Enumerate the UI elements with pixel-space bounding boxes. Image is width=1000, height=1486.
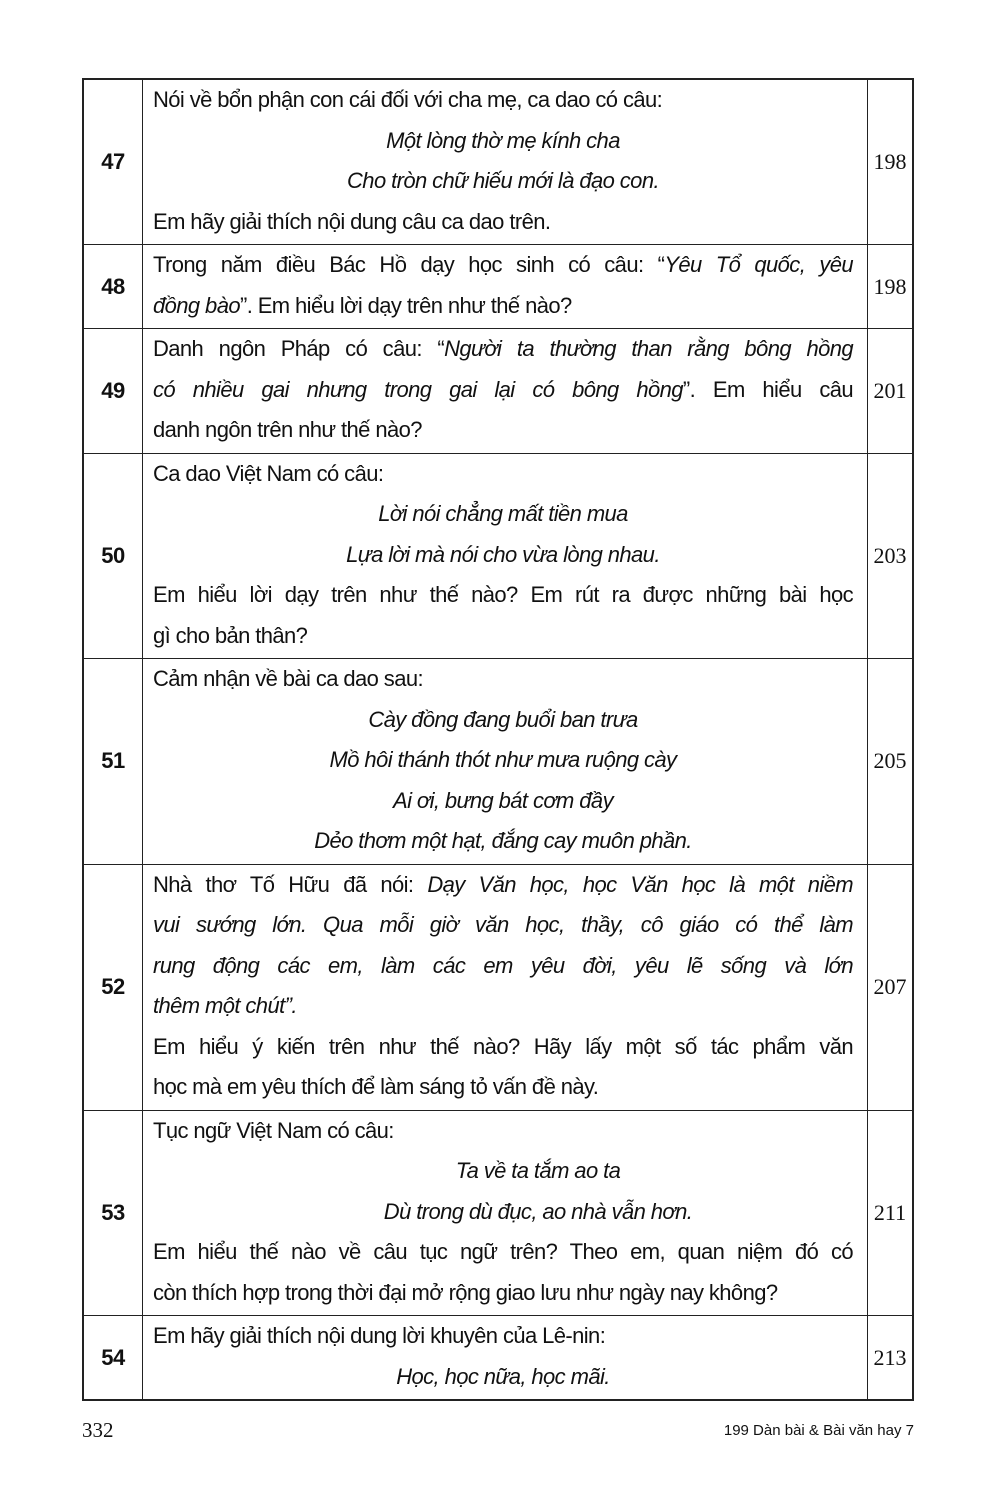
- text: gì cho bản thân?: [153, 622, 308, 648]
- text-line: [153, 1232, 853, 1273]
- topic-content: [143, 329, 868, 453]
- italic-text: vui sướng lớn. Qua mỗi giờ văn học, thầy, cô giáo có thể làm: [153, 912, 853, 937]
- poem-line: [153, 121, 853, 162]
- text-line: [153, 80, 853, 121]
- italic-text: đồng bào: [153, 292, 240, 318]
- page-reference: 211: [873, 1199, 907, 1225]
- text: Trong năm điều Bác Hồ dạy học sinh có câu: “: [153, 252, 665, 277]
- text: Ai ơi, bưng bát cơm đầy: [393, 787, 613, 813]
- text: Lựa lời mà nói cho vừa lòng nhau.: [346, 541, 660, 567]
- text: Một lòng thờ mẹ kính cha: [386, 127, 620, 153]
- topic-number: 53: [84, 1111, 143, 1316]
- page-reference: 201: [873, 377, 907, 403]
- text: Học, học nữa, học mãi.: [396, 1363, 610, 1389]
- topic-number: 52: [84, 865, 143, 1110]
- table-row: [84, 658, 912, 864]
- poem-line: [153, 535, 853, 576]
- topic-content: [143, 659, 868, 864]
- table-row: [84, 244, 912, 328]
- text-line: [153, 245, 853, 286]
- topic-number: 49: [84, 329, 143, 453]
- text: Em hãy giải thích nội dung câu ca dao trên.: [153, 208, 551, 234]
- text: ”. Em hiểu câu: [682, 376, 853, 402]
- italic-text: Người ta thường than rằng bông hồng: [444, 336, 853, 361]
- text: Em hãy giải thích nội dung lời khuyên của Lê-nin:: [153, 1323, 606, 1348]
- table-row: [84, 1110, 912, 1316]
- page-reference: 198: [873, 273, 907, 299]
- page-number: 332: [82, 1418, 114, 1442]
- text: danh ngôn trên như thế nào?: [153, 417, 422, 442]
- text-line: [153, 1273, 853, 1314]
- text: Em hiểu ý kiến trên như thế nào? Hãy lấy một số tác phẩm văn: [153, 1033, 853, 1059]
- italic-text: có nhiều gai nhưng trong gai lại có bông hồng: [153, 376, 683, 402]
- text: Danh ngôn Pháp có câu: “: [153, 336, 445, 361]
- text: Dù trong dù đục, ao nhà vẫn hơn.: [383, 1198, 693, 1224]
- text: Mồ hôi thánh thót như mưa ruộng cày: [329, 747, 677, 772]
- topic-number: 51: [84, 659, 143, 864]
- poem-line: [153, 700, 853, 741]
- poem-line: [153, 781, 853, 822]
- table-row: [84, 864, 912, 1110]
- poem-line: [153, 1192, 853, 1233]
- page-reference: 207: [873, 974, 907, 999]
- italic-text: rung động các em, làm các em yêu đời, yêu lẽ sống và lớn: [153, 952, 853, 978]
- text: Cho tròn chữ hiếu mới là đạo con.: [347, 168, 659, 193]
- text: Cảm nhận về bài ca dao sau:: [153, 666, 423, 691]
- book-title: 199 Dàn bài & Bài văn hay 7: [723, 1422, 914, 1439]
- topic-content: [143, 454, 868, 659]
- poem-line: [153, 494, 853, 535]
- text-line: [153, 946, 853, 987]
- text-line: [153, 1027, 853, 1068]
- text-line: [153, 616, 853, 657]
- text: Cày đồng đang buổi ban trưa: [368, 706, 638, 732]
- page-reference: 198: [873, 149, 907, 174]
- topic-content: [143, 245, 868, 328]
- text: còn thích hợp trong thời đại mở rộng giao lưu như ngày nay không?: [153, 1279, 778, 1305]
- table-row: [84, 80, 912, 244]
- text: Ca dao Việt Nam có câu:: [153, 460, 384, 486]
- text-line: [153, 410, 853, 451]
- topics-table: [82, 78, 914, 1401]
- text: Ta về ta tắm ao ta: [455, 1158, 621, 1183]
- table-row: [84, 1315, 912, 1399]
- poem-line: [153, 1151, 853, 1192]
- page-reference: 203: [873, 542, 907, 568]
- topic-number: 47: [84, 80, 143, 244]
- text: Tục ngữ Việt Nam có câu:: [153, 1117, 394, 1143]
- italic-text: thêm một chút”.: [153, 993, 297, 1018]
- topic-number: 50: [84, 454, 143, 659]
- text-line: [153, 454, 853, 495]
- text-line: [153, 865, 853, 906]
- text: học mà em yêu thích để làm sáng tỏ vấn đề này.: [153, 1074, 599, 1099]
- topic-content: [143, 80, 868, 244]
- italic-text: Yêu Tổ quốc, yêu: [664, 252, 853, 277]
- italic-text: Dạy Văn học, học Văn học là một niềm: [427, 871, 854, 897]
- text: ”. Em hiểu lời dạy trên như thế nào?: [239, 292, 572, 318]
- text-line: [153, 202, 853, 243]
- text: Em hiểu lời dạy trên như thế nào? Em rút ra được những bài học: [153, 582, 853, 607]
- poem-line: [153, 821, 853, 862]
- text: Em hiểu thế nào về câu tục ngữ trên? Theo em, quan niệm đó có: [153, 1239, 853, 1264]
- text-line: [153, 1111, 853, 1152]
- text: Lời nói chẳng mất tiền mua: [378, 501, 628, 526]
- text: Nói về bổn phận con cái đối với cha mẹ, ca dao có câu:: [153, 87, 663, 112]
- topic-content: [143, 1316, 868, 1399]
- text: Dẻo thơm một hạt, đắng cay muôn phần.: [314, 828, 692, 853]
- text-line: [153, 370, 853, 411]
- page-reference: 213: [873, 1344, 907, 1370]
- table-row: [84, 453, 912, 659]
- text-line: [153, 575, 853, 616]
- topic-content: [143, 865, 868, 1110]
- text-line: [153, 1316, 853, 1357]
- text-line: [153, 659, 853, 700]
- topic-content: [143, 1111, 868, 1316]
- table-row: [84, 328, 912, 453]
- poem-line: [153, 740, 853, 781]
- text-line: [153, 986, 853, 1027]
- text-line: [153, 329, 853, 370]
- text-line: [153, 286, 853, 327]
- poem-line: [153, 161, 853, 202]
- topic-number: 54: [84, 1316, 143, 1399]
- page-reference: 205: [873, 748, 907, 774]
- text: Nhà thơ Tố Hữu đã nói:: [153, 871, 428, 897]
- topic-number: 48: [84, 245, 143, 328]
- poem-line: [153, 1357, 853, 1398]
- text-line: [153, 1067, 853, 1108]
- text-line: [153, 905, 853, 946]
